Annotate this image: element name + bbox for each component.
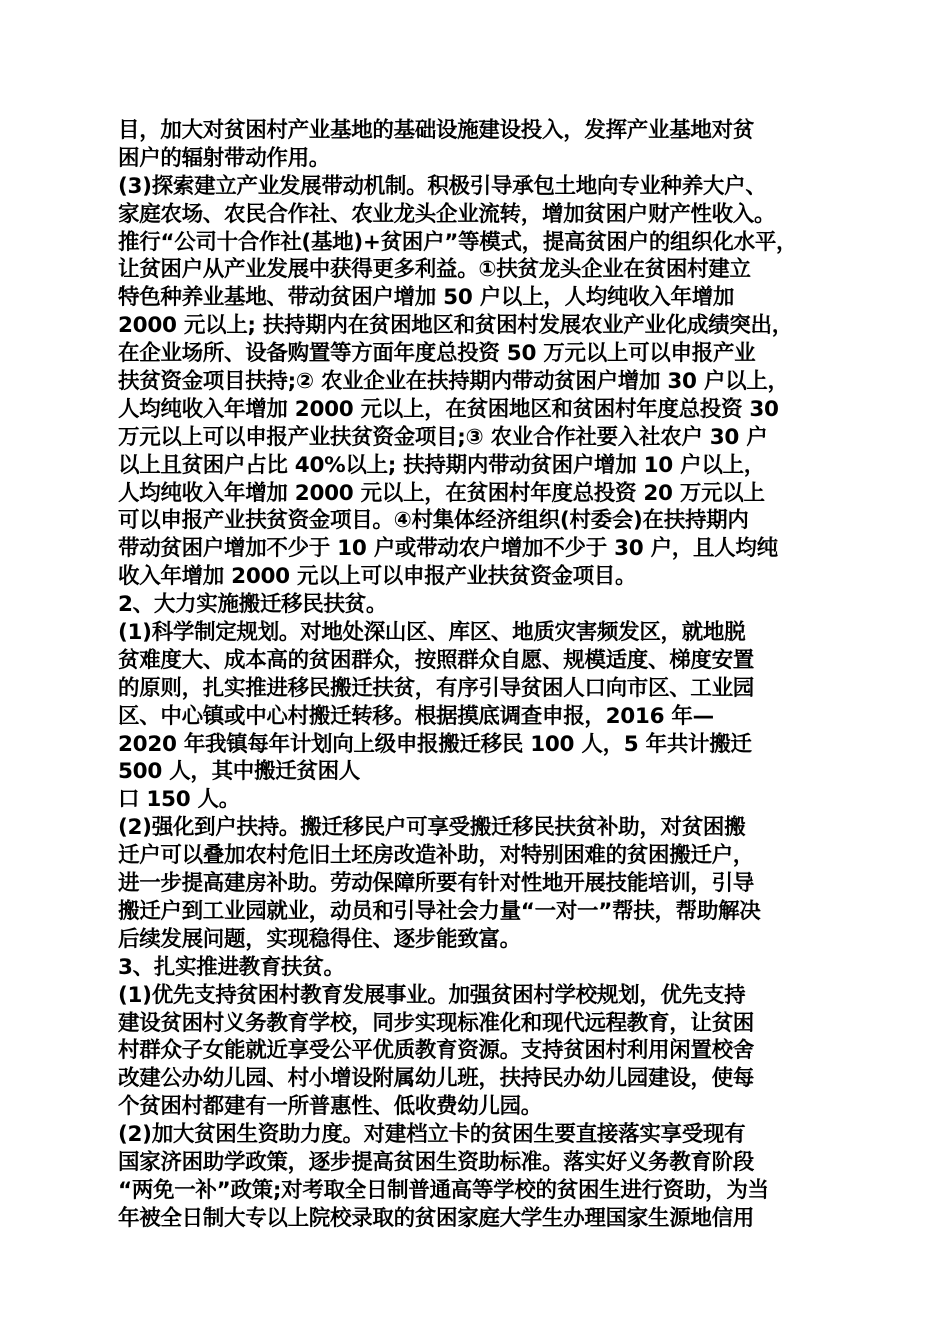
text-line: 迁户可以叠加农村危旧土坯房改造补助，对特别困难的贫困搬迁户， bbox=[118, 843, 755, 869]
text-line: 2020 年我镇每年计划向上级申报搬迁移民 100 人，5 年共计搬迁 bbox=[118, 731, 752, 757]
text-line: 改建公办幼儿园、村小增设附属幼儿班，扶持民办幼儿园建设，使每 bbox=[118, 1066, 755, 1092]
text-line: 在企业场所、设备购置等方面年度总投资 50 万元以上可以申报产业 bbox=[118, 341, 756, 367]
text-line: (1)优先支持贫困村教育发展事业。加强贫困村学校规划，优先支持 bbox=[118, 982, 746, 1008]
text-line: 建设贫困村义务教育学校，同步实现标准化和现代远程教育，让贫困 bbox=[118, 1010, 755, 1036]
text-line: 贫难度大、成本高的贫困群众，按照群众自愿、规模适度、梯度安置 bbox=[118, 647, 755, 673]
text-line: 500 人，其中搬迁贫困人 bbox=[118, 759, 360, 785]
text-line: 口 150 人。 bbox=[118, 787, 240, 813]
text-line: 困户的辐射带动作用。 bbox=[118, 145, 331, 171]
text-line: 以上且贫困户占比 40%以上; 扶持期内带动贫困户增加 10 户以上， bbox=[118, 452, 765, 478]
text-line: 带动贫困户增加不少于 10 户或带动农户增加不少于 30 户，且人均纯 bbox=[118, 536, 778, 562]
text-line: 进一步提高建房补助。劳动保障所要有针对性地开展技能培训，引导 bbox=[118, 871, 755, 897]
document-body bbox=[118, 117, 838, 1233]
text-line: 扶贫资金项目扶持;② 农业企业在扶持期内带动贫困户增加 30 户以上， bbox=[118, 369, 789, 395]
text-line: (3)探索建立产业发展带动机制。积极引导承包土地向专业种养大户、 bbox=[118, 173, 767, 199]
text-line: 家庭农场、农民合作社、农业龙头企业流转，增加贫困户财产性收入。 bbox=[118, 201, 776, 227]
text-line: 让贫困户从产业发展中获得更多利益。①扶贫龙头企业在贫困村建立 bbox=[118, 257, 751, 283]
section-heading: 2、大力实施搬迁移民扶贫。 bbox=[118, 592, 388, 618]
text-line: 区、中心镇或中心村搬迁转移。根据摸底调查申报，2016 年— bbox=[118, 703, 714, 729]
text-line: (1)科学制定规划。对地处深山区、库区、地质灾害频发区，就地脱 bbox=[118, 620, 746, 646]
text-line: (2)强化到户扶持。搬迁移民户可享受搬迁移民扶贫补助，对贫困搬 bbox=[118, 815, 746, 841]
text-line: 村群众子女能就近享受公平优质教育资源。支持贫困村利用闲置校舍 bbox=[118, 1038, 755, 1064]
text-line: 年被全日制大专以上院校录取的贫困家庭大学生办理国家生源地信用 bbox=[118, 1205, 755, 1231]
text-line: 国家济困助学政策，逐步提高贫困生资助标准。落实好义务教育阶段 bbox=[118, 1149, 755, 1175]
text-line: (2)加大贫困生资助力度。对建档立卡的贫困生要直接落实享受现有 bbox=[118, 1122, 746, 1148]
text-line: 可以申报产业扶贫资金项目。④村集体经济组织(村委会)在扶持期内 bbox=[118, 508, 749, 534]
text-line: 个贫困村都建有一所普惠性、低收费幼儿园。 bbox=[118, 1094, 543, 1120]
text-line: 人均纯收入年增加 2000 元以上，在贫困地区和贫困村年度总投资 30 bbox=[118, 396, 779, 422]
text-line: 的原则，扎实推进移民搬迁扶贫，有序引导贫困人口向市区、工业园 bbox=[118, 675, 755, 701]
text-line: 特色种养业基地、带动贫困户增加 50 户以上，人均纯收入年增加 bbox=[118, 285, 735, 311]
text-line: 目，加大对贫困村产业基地的基础设施建设投入，发挥产业基地对贫 bbox=[118, 118, 755, 143]
text-line: 2000 元以上; 扶持期内在贫困地区和贫困村发展农业产业化成绩突出， bbox=[118, 313, 793, 339]
text-line: 收入年增加 2000 元以上可以申报产业扶贫资金项目。 bbox=[118, 564, 637, 590]
text-line: “两免一补”政策;对考取全日制普通高等学校的贫困生进行资助，为当 bbox=[118, 1177, 769, 1203]
text-line: 人均纯收入年增加 2000 元以上，在贫困村年度总投资 20 万元以上 bbox=[118, 480, 765, 506]
text-line: 后续发展问题，实现稳得住、逐步能致富。 bbox=[118, 926, 521, 952]
section-heading: 3、扎实推进教育扶贫。 bbox=[118, 954, 345, 980]
text-line: 万元以上可以申报产业扶贫资金项目;③ 农业合作社要入社农户 30 户 bbox=[118, 424, 768, 450]
text-line: 推行“公司十合作社(基地)+贫困户”等模式，提高贫困户的组织化水平， bbox=[118, 229, 798, 255]
text-line: 搬迁户到工业园就业，动员和引导社会力量“一对一”帮扶，帮助解决 bbox=[118, 898, 761, 924]
